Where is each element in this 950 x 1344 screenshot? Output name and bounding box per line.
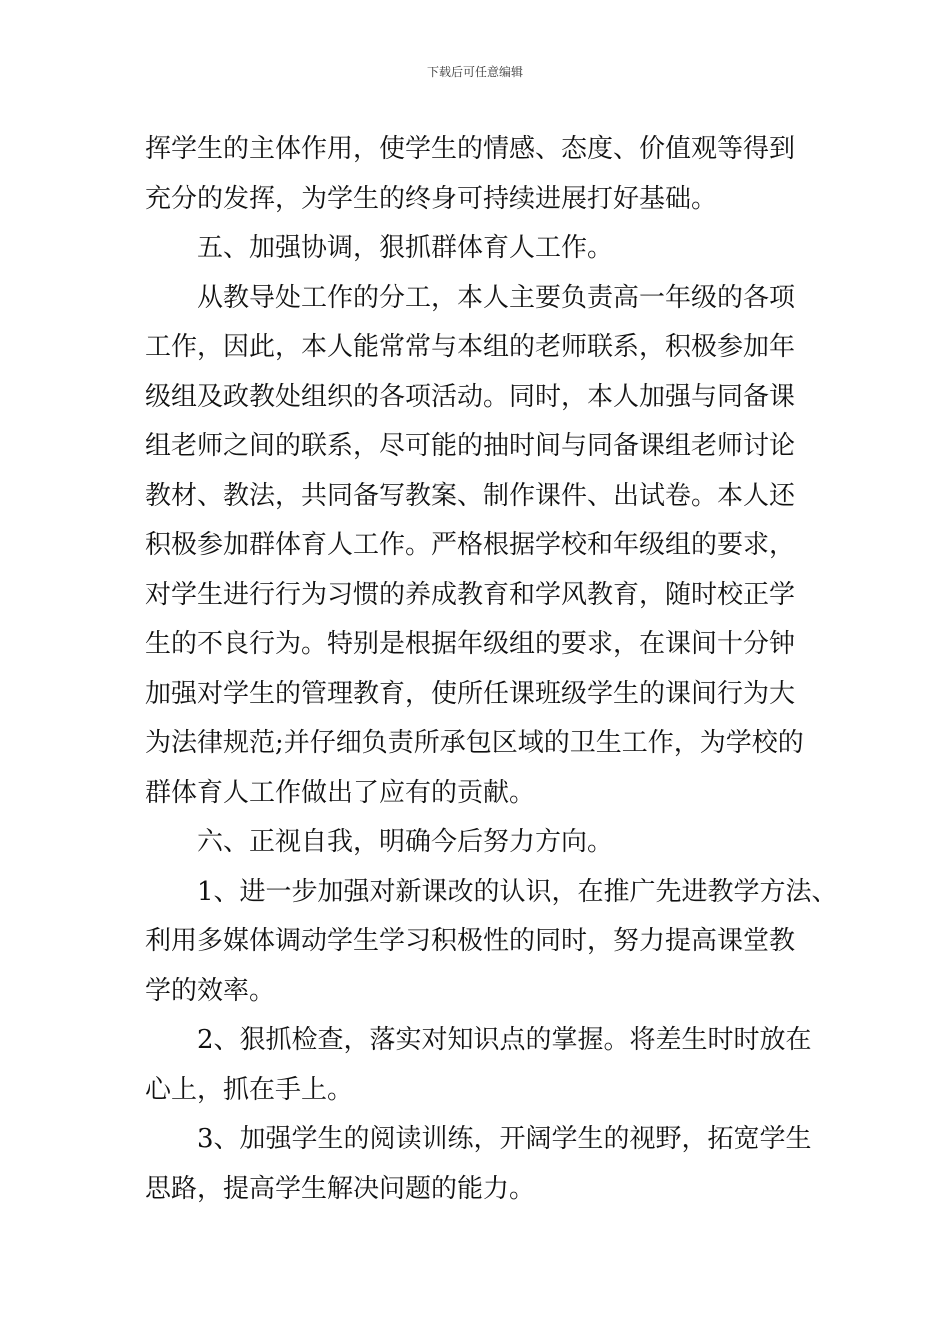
text-line: 工作，因此，本人能常常与本组的老师联系，积极参加年	[145, 332, 796, 362]
text-line: 群体育人工作做出了应有的贡献。	[145, 777, 536, 808]
page-header-note: 下载后可任意编辑	[426, 65, 523, 79]
text-line: 组老师之间的联系，尽可能的抽时间与同备课组老师讨论	[145, 431, 796, 461]
text-line: 对学生进行行为习惯的养成教育和学风教育，随时校正学	[145, 579, 796, 610]
text-line: 生的不良行为。特别是根据年级组的要求，在课间十分钟	[145, 629, 796, 659]
text-line: 挥学生的主体作用，使学生的情感、态度、价值观等得到	[145, 134, 796, 164]
paragraph-start-line: 从教导处工作的分工，本人主要负责高一年级的各项	[197, 282, 796, 313]
text-line: 思路，提高学生解决问题的能力。	[145, 1173, 536, 1204]
text-line: 加强对学生的管理教育，使所任课班级学生的课间行为大	[145, 678, 796, 709]
list-item-start-line: 2、狠抓检查，落实对知识点的掌握。将差生时时放在	[197, 1025, 812, 1055]
section-heading: 五、加强协调，狠抓群体育人工作。	[197, 233, 614, 263]
text-line: 教材、教法，共同备写教案、制作课件、出试卷。本人还	[145, 480, 796, 511]
text-line: 级组及政教处组织的各项活动。同时，本人加强与同备课	[145, 381, 796, 412]
text-line: 利用多媒体调动学生学习积极性的同时，努力提高课堂教	[145, 926, 796, 956]
text-line: 学的效率。	[145, 975, 276, 1006]
text-line: 为法律规范;并仔细负责所承包区域的卫生工作，为学校的	[145, 728, 804, 758]
list-item-start-line: 1、进一步加强对新课改的认识，在推广先进教学方法、	[197, 876, 838, 907]
section-heading: 六、正视自我，明确今后努力方向。	[197, 827, 614, 857]
text-line: 充分的发挥，为学生的终身可持续进展打好基础。	[145, 183, 718, 214]
text-line: 心上，抓在手上。	[145, 1074, 354, 1105]
list-item-start-line: 3、加强学生的阅读训练，开阔学生的视野，拓宽学生	[197, 1124, 812, 1154]
text-line: 积极参加群体育人工作。严格根据学校和年级组的要求，	[145, 530, 796, 560]
document-body	[145, 125, 838, 1214]
